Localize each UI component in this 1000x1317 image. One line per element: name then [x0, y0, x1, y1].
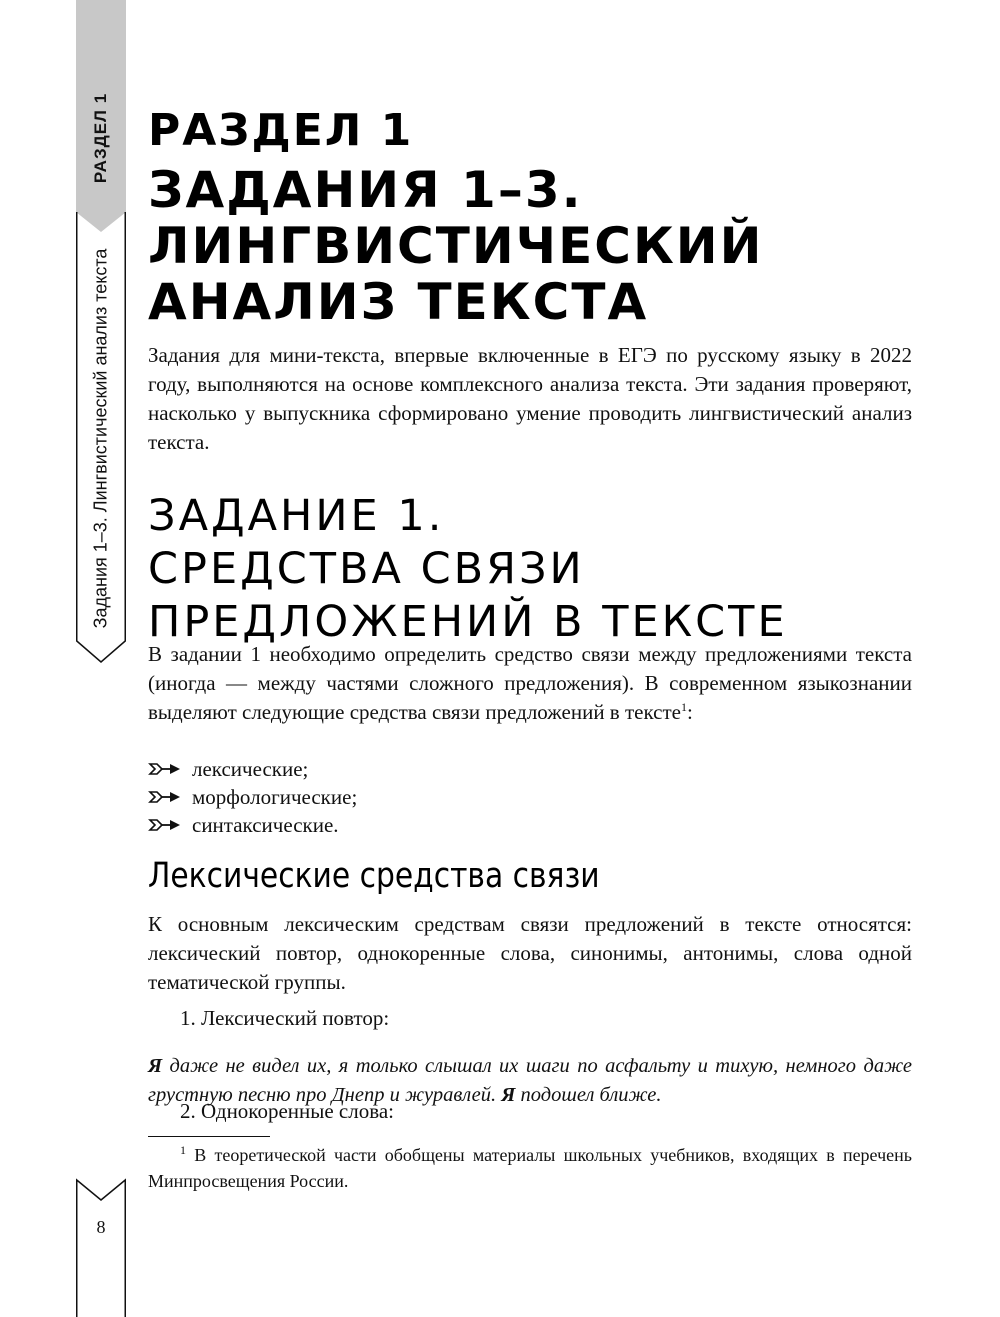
footnote-divider — [148, 1136, 270, 1137]
double-arrow-icon — [148, 817, 182, 833]
example-bold: Я — [148, 1054, 163, 1077]
running-head — [76, 236, 126, 641]
footnote — [148, 1142, 912, 1194]
section-title-line: АНАЛИЗ ТЕКСТА — [148, 273, 649, 331]
numbered-item: 1. Лексический повтор: — [180, 1006, 390, 1030]
footnote-marker: 1 — [180, 1143, 186, 1157]
example-text: даже не видел их, я только слышал их шаги по асфальту и тихую, немного даже грустную песню про Днепр и журавлей. — [148, 1054, 912, 1106]
task-paragraph-text: В задании 1 необходимо определить средство связи между предложениями текста (иногда — между частями сложного предложения). В современном языкознании выделяют следующие средства связи предложений в тексте — [148, 642, 912, 724]
section-label: РАЗДЕЛ 1 — [148, 105, 414, 156]
double-arrow-icon — [148, 789, 182, 805]
list-item — [148, 755, 357, 783]
footnote-ref: 1 — [680, 700, 687, 714]
example-text: подошел ближе. — [515, 1083, 662, 1106]
task-paragraph-end: : — [686, 700, 693, 724]
task-heading-line: ЗАДАНИЕ 1. — [148, 491, 445, 541]
list-item — [148, 811, 357, 839]
section-title — [148, 162, 764, 330]
numbered-item: 2. Однокоренные слова: — [180, 1099, 395, 1123]
footnote-text: В теоретической части обобщены материалы школьных учебников, входящих в перечень Минпросвещения России. — [148, 1145, 912, 1191]
list-item — [148, 783, 357, 811]
list-item-text: лексические; — [192, 757, 309, 781]
list-item-text: морфологические; — [192, 785, 358, 809]
lexical-paragraph: К основным лексическим средствам связи предложений в тексте относятся: лексический повтор, однокоренные слова, синонимы, антонимы, слова одной тематической группы. — [148, 912, 912, 994]
task-heading-line: ПРЕДЛОЖЕНИЙ В ТЕКСТЕ — [148, 597, 788, 647]
means-list — [148, 755, 357, 839]
running-head-label: Задания 1–3. Лингвистический анализ текста — [90, 248, 111, 629]
section-title-line: ЗАДАНИЯ 1–3. — [148, 161, 583, 219]
page-number: 8 — [96, 1217, 106, 1237]
section-title-line: ЛИНГВИСТИЧЕСКИЙ — [148, 217, 764, 275]
task-paragraph — [148, 640, 912, 727]
intro-paragraph: Задания для мини-текста, впервые включенные в ЕГЭ по русскому языку в 2022 году, выполняются на основе комплексного анализа текста. Эти задания проверяют, насколько у выпускника сформировано умение проводить лингвистический анализ текста. — [148, 343, 912, 454]
section-tab — [76, 58, 126, 218]
lexical-heading: Лексические средства связи — [148, 856, 600, 896]
section-tab-label: РАЗДЕЛ 1 — [91, 92, 111, 184]
example-bold: Я — [501, 1083, 516, 1106]
side-strip — [76, 0, 126, 1317]
task-heading-line: СРЕДСТВА СВЯЗИ — [148, 544, 585, 594]
double-arrow-icon — [148, 761, 182, 777]
list-item-text: синтаксические. — [192, 813, 339, 837]
task-heading — [148, 490, 788, 649]
